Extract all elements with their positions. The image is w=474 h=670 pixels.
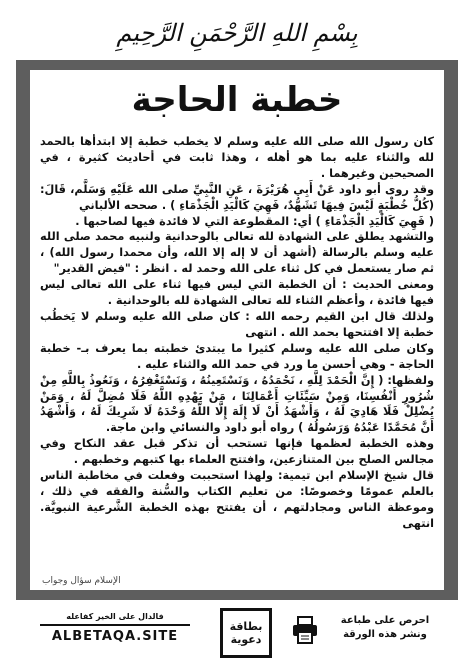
basmala-text: بِسْمِ اللهِ الرَّحْمَنِ الرَّحِيمِ: [116, 19, 358, 47]
document-body: [40, 134, 434, 568]
footer-divider: [40, 624, 190, 626]
document-panel: [30, 70, 444, 590]
source-credit: الإسلام سؤال وجواب: [42, 576, 121, 586]
paragraph: كان رسول الله صلى الله عليه وسلم لا يخطب خطبة إلا ابتدأها بالحمد لله والثناء عليه بما هو أهله ، وهذا ثابت في أحاديث كثيرة ، في الصحيحين وغيرهما .: [40, 135, 434, 180]
footer-site-link[interactable]: ALBETAQA.SITE: [51, 629, 179, 644]
paragraph: ومعنى الحديث : أن الخطبة التي ليس فيها ثناء على الله تعالى ليس فيها فائدة ، وأعظم الثناء لله تعالى الشهادة لله بالوحدانية .: [40, 278, 434, 308]
document-frame: [16, 60, 458, 600]
printer-icon: [292, 616, 318, 644]
paragraph: ولفظها: ( إِنَّ الْحَمْدَ لِلَّهِ ، نَحْمَدُهُ ، وَنَسْتَعِينُهُ ، وَنَسْتَغْفِرُهُ ، وَنَعُوذُ بِاللَّهِ مِنْ شُرُورِ أَنْفُسِنَا، وَمِنْ سَيِّئَاتِ أَعْمَالِنَا ، مَنْ يَهْدِهِ اللَّهُ فَلَا مُضِلَّ لَهُ ، وَمَنْ يُضْلِلْ فَلَا هَادِيَ لَهُ ، وَأَشْهَدُ أَنْ لَا إِلَهَ إِلَّا اللَّهُ وَحْدَهُ لَا شَرِيكَ لَهُ ، وَأَشْهَدُ أَنَّ مُحَمَّدًا عَبْدُهُ وَرَسُولُهُ ) رواه أبو داود والنسائي وابن ماجة.: [40, 373, 434, 435]
footer: [0, 604, 474, 670]
basmala-header: [0, 4, 474, 62]
footer-dua: فالدال على الخير كفاعله: [66, 612, 164, 621]
paragraph: ولذلك قال ابن القيم رحمه الله : كان صلى الله عليه وسلم لا يَخطُب خطبة إلا افتتحها بحمد الله . انتهى: [40, 309, 434, 339]
paragraph: والتشهد يطلق على الشهادة لله تعالى بالوحدانية ولنبيه محمد صلى الله عليه وسلم بالرسالة (أشهد أن لا إله إلا الله، وأن محمدا رسول الله) ، ثم صار يستعمل في كل ثناء على الله وحمد له . انظر : "فيض القدير": [40, 230, 434, 276]
albetaqa-logo: [220, 608, 272, 658]
logo-line-1: بطاقة: [229, 620, 263, 633]
paragraph: وكان صلى الله عليه وسلم كثيرا ما يبتدئ خطبته بما يعرف بـ- خطبة الحاجة - وهي أحسن ما ورد في حمد الله والثناء عليه .: [40, 341, 434, 371]
footer-slogan: [330, 614, 440, 642]
slogan-line-2: ونشر هذه الورقة: [343, 629, 427, 640]
footer-site-block: [40, 612, 190, 652]
slogan-line-1: احرص على طباعة: [340, 615, 430, 626]
document-title: خطبة الحاجة: [131, 80, 343, 120]
logo-line-2: دعوية: [230, 633, 262, 646]
paragraph: ( فَهِيَ كَالْيَدِ الْجَذْمَاءِ ) أي: المقطوعة التي لا فائدة فيها لصاحبها .: [75, 214, 434, 228]
paragraph: قال شيخ الإسلام ابن تيمية: ولهذا استحببت وفعلت في مخاطبة الناس بالعلم عمومًا وخصوصًا: من تعليم الكتاب والسُّنة والفقه في ذلك ، وموعظة الناس ومجادلتهم ، أن يفتتح بهذه الخطبة الشَّرعية النبويَّة. انتهى: [40, 469, 434, 530]
paragraph: وهذه الخطبة لعظمها فإنها تستحب أن تذكر قبل عقد النكاح وفي مجالس الصلح بين المتنازعين، وافتتح العلماء بها كتبهم وخطبهم .: [40, 437, 434, 467]
paragraph: وقد روى أبو داود عَنْ أَبِي هُرَيْرَةَ ، عَنِ النَّبِيِّ صلى الله عَلَيْهِ وَسَلَّم، قَالَ: (كُلُّ خُطْبَةٍ لَيْسَ فِيهَا تَشَهُّدٌ، فَهِيَ كَالْيَدِ الْجَذْمَاءِ ) . صححه الألباني: [40, 182, 434, 212]
